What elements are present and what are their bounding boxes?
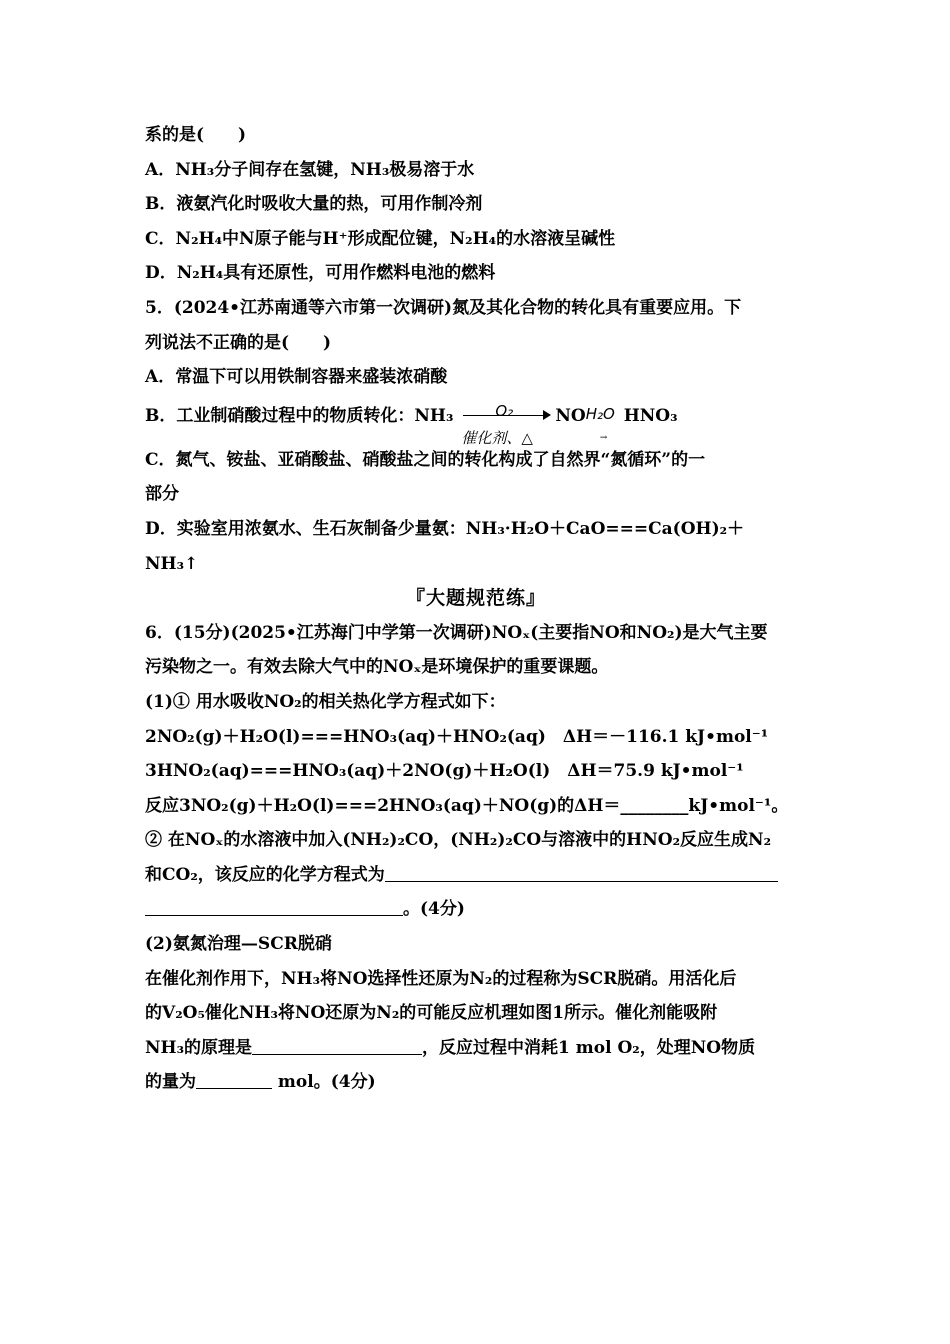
reaction-arrow: O₂ 催化剂、△ [459,399,555,433]
q6-part1-2-line3: 。(4分) [145,892,807,927]
q4-option-a: A．NH₃分子间存在氢键，NH₃极易溶于水 [145,159,475,180]
small-arrow-icon: → [599,433,608,444]
answer-blank-continued[interactable] [145,899,403,916]
q6-equation-2: 3HNO₂(aq)===HNO₃(aq)＋2NO(g)＋H₂O(l) ΔH＝75.9 kJ•mol⁻¹ [145,761,744,782]
q6-part1-intro: (1)① 用水吸收NO₂的相关热化学方程式如下： [145,691,506,712]
q4-option-c: C．N₂H₄中N原子能与H⁺形成配位键，N₂H₄的水溶液呈碱性 [145,228,616,249]
q6-part2-line3: NH₃的原理是 ，反应过程中消耗1 mol O₂，处理NO物质 [145,1037,756,1058]
answer-blank-amount[interactable] [196,1072,272,1089]
q6-part2-line2: 的V₂O₅催化NH₃将NO还原为N₂的可能反应机理如图1所示。催化剂能吸附 [145,1003,718,1024]
q6-part1-2-line2: 和CO₂，该反应的化学方程式为 [145,858,807,893]
q6-equation-3: 反应3NO₂(g)＋H₂O(l)===2HNO₃(aq)＋NO(g)的ΔH＝________kJ•mol⁻¹。 [145,795,789,816]
q5-option-c-1: C．氮气、铵盐、亚硝酸盐、硝酸盐之间的转化构成了自然界“氮循环”的一 [145,449,706,470]
q6-part2-line1: 在催化剂作用下，NH₃将NO选择性还原为N₂的过程称为SCR脱硝。用活化后 [145,968,737,989]
q5-option-d-1: D．实验室用浓氨水、生石灰制备少量氨：NH₃·H₂O＋CaO===Ca(OH)₂＋ [145,518,745,539]
q6-stem-1: 6．(15分)(2025•江苏海门中学第一次调研)NOₓ(主要指NO和NO₂)是大气主要 [145,622,768,643]
document-page [145,118,807,1100]
mini-reaction-arrow: H₂O → [586,401,624,431]
q6-stem-2: 污染物之一。有效去除大气中的NOₓ是环境保护的重要课题。 [145,657,609,678]
q6-part1-2-line1: ② 在NOₓ的水溶液中加入(NH₂)₂CO，(NH₂)₂CO与溶液中的HNO₂反应生成N₂ [145,830,772,851]
q6-equation-1: 2NO₂(g)＋H₂O(l)===HNO₃(aq)＋HNO₂(aq) ΔH＝－116.1 kJ•mol⁻¹ [145,726,769,747]
q5-option-c-2: 部分 [145,484,179,505]
q5-stem-2: 列说法不正确的是( ) [145,332,332,353]
q6-part2-title: (2)氨氮治理—SCR脱硝 [145,934,332,955]
q5-option-d-2: NH₃↑ [145,553,199,574]
q5-option-b: B．工业制硝酸过程中的物质转化：NH₃ O₂ 催化剂、△ NO H₂O → HNO₃ [145,395,807,437]
answer-blank-principle[interactable] [252,1038,422,1055]
q4-option-d: D．N₂H₄具有还原性，可用作燃料电池的燃料 [145,263,496,284]
answer-blank[interactable] [385,865,778,882]
q4-option-b: B．液氨汽化时吸收大量的热，可用作制冷剂 [145,194,483,215]
q5-option-a: A．常温下可以用铁制容器来盛装浓硝酸 [145,367,448,388]
q6-part2-line4: 的量为 mol。(4分) [145,1072,376,1093]
q5-stem-1: 5．(2024•江苏南通等六市第一次调研)氮及其化合物的转化具有重要应用。下 [145,297,742,318]
q4-stem-end: 系的是( ) [145,125,247,145]
arrow-head-icon [543,410,551,420]
section-heading: 『大题规范练』 [405,587,546,610]
